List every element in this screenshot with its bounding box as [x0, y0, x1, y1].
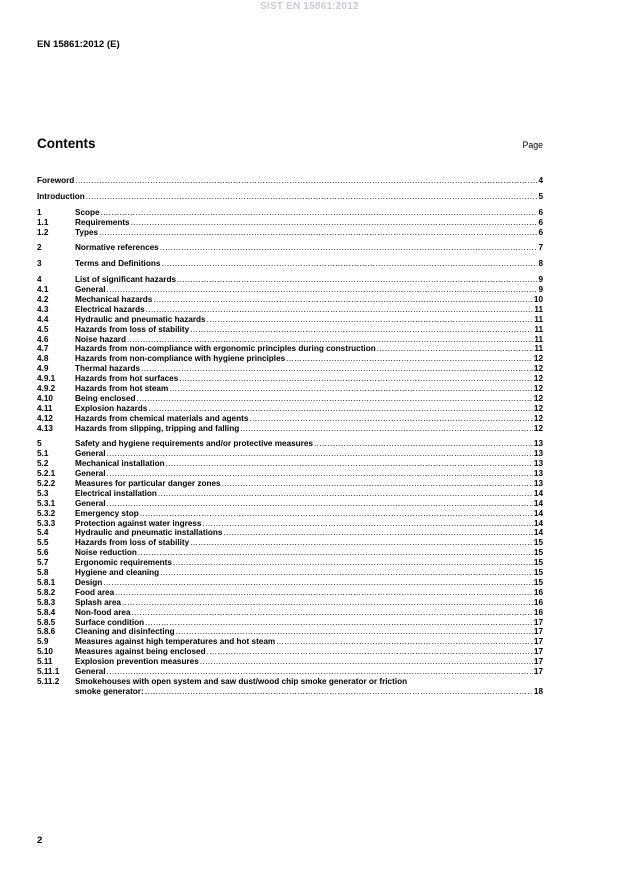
toc-entry-number: 5.8.6 — [37, 627, 56, 637]
toc-entry-5-6[interactable] — [37, 548, 543, 558]
watermark: SIST EN 15861:2012 — [260, 1, 359, 12]
toc-entry-number: 5.1 — [37, 449, 49, 459]
toc-entry-page: 15 — [533, 548, 543, 558]
toc-entry-number: 5.4 — [37, 528, 49, 538]
toc-entry-title: Cleaning and disinfecting — [75, 627, 175, 637]
toc-leader-dots — [74, 176, 537, 186]
toc-entry-page: 11 — [534, 304, 543, 314]
toc-entry-number: 4.6 — [37, 334, 49, 344]
toc-entry-number: 5.9 — [37, 637, 49, 647]
toc-entry-number: 4.10 — [37, 393, 53, 403]
toc-entry-title: Terms and Definitions — [75, 259, 161, 269]
toc-entry-title: smoke generator: — [75, 686, 144, 696]
toc-entry-number: 4.12 — [37, 413, 53, 423]
toc-entry-number: 4.4 — [37, 314, 49, 324]
toc-entry-2[interactable] — [37, 243, 543, 253]
toc-entry-number: 5.8.1 — [37, 577, 56, 587]
toc-entry-4-6[interactable] — [37, 335, 543, 345]
toc-leader-dots — [189, 325, 533, 335]
toc-entry-5-11-1[interactable] — [37, 667, 543, 677]
toc-entry-4-4[interactable] — [37, 315, 543, 325]
toc-entry-page: 12 — [533, 393, 543, 403]
toc-entry-page: 11 — [534, 334, 543, 344]
toc-entry-page: 18 — [533, 686, 543, 696]
toc-entry-page: 13 — [533, 439, 543, 449]
toc-entry-page: 6 — [538, 227, 543, 237]
toc-entry-number: 1 — [37, 207, 42, 217]
toc-entry-number: 4.13 — [37, 423, 53, 433]
toc-entry-5-8-2[interactable] — [37, 588, 543, 598]
toc-entry-title: Requirements — [75, 217, 130, 227]
toc-entry-5-9[interactable] — [37, 637, 543, 647]
toc-leader-dots — [136, 394, 533, 404]
toc-entry-page: 17 — [533, 657, 543, 667]
toc-entry-number: 3 — [37, 259, 42, 269]
toc-entry-title: Scope — [75, 207, 100, 217]
toc-entry-title: Non-food area — [75, 607, 131, 617]
toc-leader-dots — [106, 469, 533, 479]
toc-entry-page: 4 — [538, 175, 543, 185]
toc-entry-page: 13 — [533, 449, 543, 459]
toc-entry-page: 6 — [538, 217, 543, 227]
toc-entry-page: 16 — [533, 607, 543, 617]
toc-entry-title: Hydraulic and pneumatic hazards — [75, 314, 206, 324]
toc-entry-title: Noise reduction — [75, 548, 137, 558]
toc-entry-5-8-4[interactable] — [37, 608, 543, 618]
toc-entry-title: Hazards from non-compliance with hygiene principles — [75, 354, 286, 364]
toc-entry-page: 10 — [533, 295, 543, 304]
toc-leader-dots — [248, 414, 533, 424]
toc-leader-dots — [137, 548, 533, 558]
toc-entry-title: Hazards from hot surfaces — [75, 374, 179, 384]
toc-entry-title: Hazards from hot steam — [75, 384, 169, 394]
toc-entry-number: 5.3.3 — [37, 518, 56, 528]
toc-entry-4-3[interactable] — [37, 305, 543, 315]
toc-entry-number: 1.2 — [37, 227, 49, 237]
toc-entry-title: General — [75, 498, 106, 508]
toc-entry-foreword[interactable] — [37, 176, 543, 186]
toc-leader-dots — [140, 364, 533, 374]
toc-entry-title: General — [75, 469, 106, 479]
toc-entry-title-line1: Smokehouses with open system and saw dust/wood chip smoke generator or friction — [75, 676, 408, 686]
toc-leader-dots — [313, 439, 533, 449]
toc-entry-page: 16 — [533, 597, 543, 607]
toc-entry-title: General — [75, 666, 106, 676]
toc-entry-page: 15 — [533, 577, 543, 587]
toc-leader-dots — [159, 243, 538, 253]
toc-entry-number: 4.11 — [37, 403, 53, 413]
toc-entry-page: 14 — [533, 528, 543, 538]
toc-entry-5-5[interactable] — [37, 538, 543, 548]
toc-entry-number: 5.11 — [37, 657, 53, 667]
toc-entry-title: Ergonomic requirements — [75, 558, 172, 568]
toc-leader-dots — [126, 335, 533, 345]
toc-entry-4-13[interactable] — [37, 424, 543, 434]
toc-entry-title: Hazards from loss of stability — [75, 538, 190, 548]
toc-entry-5-3-2[interactable] — [37, 509, 543, 519]
toc-entry-page: 14 — [533, 518, 543, 528]
toc-entry-number: 5.2.1 — [37, 469, 56, 479]
toc-entry-page: 8 — [538, 259, 543, 269]
toc-entry-introduction[interactable] — [37, 192, 543, 202]
toc-entry-title: Hazards from chemical materials and agents — [75, 413, 249, 423]
toc-entry-1-1[interactable] — [37, 218, 543, 228]
toc-leader-dots — [222, 529, 532, 539]
toc-entry-page: 17 — [533, 637, 543, 647]
toc-entry-page: 15 — [533, 538, 543, 548]
toc-entry-number: 5.8.4 — [37, 607, 56, 617]
toc-entry-number: 5.2.2 — [37, 479, 56, 489]
toc-entry-number: 4.9.2 — [37, 384, 56, 394]
toc-entry-page: 17 — [533, 647, 543, 657]
toc-leader-dots — [130, 218, 538, 228]
toc-entry-3[interactable] — [37, 259, 543, 269]
toc-entry-5[interactable] — [37, 439, 543, 449]
toc-entry-number: 4.3 — [37, 304, 49, 314]
toc-entry-page: 17 — [533, 666, 543, 676]
toc-entry-number: 5.8.2 — [37, 587, 56, 597]
toc-entry-title: Food area — [75, 587, 115, 597]
toc-entry-number: 4.9 — [37, 364, 49, 374]
toc-leader-dots — [275, 637, 533, 647]
toc-entry-number: 4.7 — [37, 344, 49, 354]
toc-entry-5-3-1[interactable] — [37, 499, 543, 509]
toc-entry-title: Hazards from slipping, tripping and falling — [75, 423, 240, 433]
toc-entry-number: 1.1 — [37, 217, 49, 227]
toc-leader-dots — [106, 285, 538, 295]
toc-leader-dots — [376, 344, 534, 354]
toc-leader-dots — [144, 618, 533, 628]
toc-entry-title: Measures for particular danger zones — [75, 479, 221, 489]
toc-entry-number: 4 — [37, 275, 42, 285]
toc-entry-title: Splash area — [75, 597, 121, 607]
toc-entry-page: 14 — [533, 498, 543, 508]
toc-leader-dots — [285, 354, 533, 364]
toc-entry-number: 4.2 — [37, 295, 49, 304]
toc-leader-dots — [106, 449, 533, 459]
toc-leader-dots — [102, 578, 533, 588]
toc-entry-page: 17 — [533, 627, 543, 637]
toc-leader-dots — [139, 509, 533, 519]
document-identifier: EN 15861:2012 (E) — [37, 39, 120, 50]
toc-entry-title: Explosion prevention measures — [75, 657, 199, 667]
toc-entry-5-2[interactable] — [37, 459, 543, 469]
toc-leader-dots — [239, 424, 533, 434]
toc-entry-5-3[interactable] — [37, 489, 543, 499]
toc-entry-number: 2 — [37, 243, 42, 253]
toc-entry-1[interactable] — [37, 208, 543, 218]
toc-entry-title: Hydraulic and pneumatic installations — [75, 528, 223, 538]
toc-entry-5-8-5[interactable] — [37, 618, 543, 628]
toc-entry-title: Measures against being enclosed — [75, 647, 206, 657]
toc-entry-5-8-1[interactable] — [37, 578, 543, 588]
toc-entry-page: 16 — [533, 587, 543, 597]
toc-entry-number: 5.10 — [37, 647, 53, 657]
toc-entry-page: 12 — [533, 354, 543, 364]
toc-leader-dots — [131, 608, 533, 618]
toc-entry-4-12[interactable] — [37, 414, 543, 424]
toc-entry-4-10[interactable] — [37, 394, 543, 404]
toc-leader-dots — [172, 558, 533, 568]
toc-entry-4-5[interactable] — [37, 325, 543, 335]
page-number: 2 — [37, 835, 43, 846]
toc-entry-page: 6 — [538, 207, 543, 217]
toc-entry-page: 14 — [533, 508, 543, 518]
toc-leader-dots — [106, 499, 533, 509]
toc-leader-dots — [165, 459, 533, 469]
toc-entry-page: 12 — [533, 423, 543, 433]
toc-entry-number: 5.11.1 — [37, 666, 60, 676]
toc-entry-title: Being enclosed — [75, 393, 136, 403]
toc-entry-title: Noise hazard — [75, 334, 126, 344]
toc-entry-title: Surface condition — [75, 617, 145, 627]
toc-leader-dots — [176, 275, 537, 285]
toc-entry-title: Safety and hygiene requirements and/or protective measures — [75, 439, 313, 449]
toc-entry-title: Thermal hazards — [75, 364, 141, 374]
toc-entry-number: 5.5 — [37, 538, 49, 548]
toc-entry-number: 5.7 — [37, 558, 49, 568]
toc-leader-dots — [157, 489, 533, 499]
contents-heading: Contents — [37, 136, 96, 151]
toc-entry-number: 5.3.1 — [37, 498, 56, 508]
toc-entry-title: Design — [75, 577, 103, 587]
toc-entry-5-8-6[interactable] — [37, 627, 543, 637]
toc-leader-dots — [152, 295, 533, 305]
toc-entry-number: 4.9.1 — [37, 374, 56, 384]
toc-entry-5-8-3[interactable] — [37, 598, 543, 608]
toc-leader-dots — [178, 374, 533, 384]
toc-entry-number: 5.3 — [37, 488, 49, 498]
toc-entry-5-8[interactable] — [37, 568, 543, 578]
toc-entry-5-11-2[interactable] — [37, 677, 543, 697]
toc-leader-dots — [159, 568, 533, 578]
toc-entry-page: 15 — [533, 558, 543, 568]
toc-entry-number: 5.8 — [37, 568, 49, 578]
toc-entry-title: Emergency stop — [75, 508, 139, 518]
toc-entry-4-9-2[interactable] — [37, 384, 543, 394]
toc-entry-page: 9 — [538, 285, 543, 295]
toc-entry-number: 5.8.3 — [37, 597, 56, 607]
toc-leader-dots — [114, 588, 533, 598]
toc-entry-number: 5 — [37, 439, 42, 449]
toc-entry-title: Hygiene and cleaning — [75, 568, 160, 578]
toc-entry-4-1[interactable] — [37, 285, 543, 295]
toc-entry-title: General — [75, 449, 106, 459]
toc-entry-page: 11 — [534, 324, 543, 334]
toc-entry-4-2[interactable] — [37, 295, 543, 305]
toc-entry-4-9-1[interactable] — [37, 374, 543, 384]
toc-entry-title: Electrical installation — [75, 488, 157, 498]
toc-entry-title: Hazards from non-compliance with ergonomic principles during construction — [75, 344, 376, 354]
toc-entry-page: 5 — [538, 191, 543, 201]
toc-entry-title: Types — [75, 227, 99, 237]
toc-entry-5-3-3[interactable] — [37, 519, 543, 529]
toc-entry-page: 12 — [533, 413, 543, 423]
toc-leader-dots — [202, 519, 533, 529]
toc-entry-title: Mechanical hazards — [75, 295, 153, 304]
toc-entry-4-9[interactable] — [37, 364, 543, 374]
toc-entry-page: 7 — [538, 243, 543, 253]
toc-leader-dots — [189, 538, 533, 548]
toc-entry-title: Introduction — [37, 191, 85, 201]
toc-entry-title: Hazards from loss of stability — [75, 324, 190, 334]
toc-leader-dots — [100, 208, 538, 218]
toc-entry-title: Explosion hazards — [75, 403, 148, 413]
toc-entry-page: 11 — [534, 344, 543, 354]
toc-entry-4-8[interactable] — [37, 354, 543, 364]
toc-entry-title: Electrical hazards — [75, 304, 145, 314]
toc-leader-dots — [144, 687, 533, 697]
toc-leader-dots — [85, 192, 538, 202]
toc-entry-page: 12 — [533, 384, 543, 394]
toc-entry-number: 4.5 — [37, 324, 49, 334]
toc-leader-dots — [121, 598, 533, 608]
toc-entry-number: 5.8.5 — [37, 617, 56, 627]
table-of-contents — [37, 176, 543, 697]
toc-leader-dots — [106, 667, 533, 677]
toc-entry-page: 13 — [533, 479, 543, 489]
toc-entry-page: 17 — [533, 617, 543, 627]
toc-leader-dots — [221, 479, 533, 489]
toc-entry-1-2[interactable] — [37, 228, 543, 238]
toc-entry-number: 5.11.2 — [37, 676, 60, 686]
toc-leader-dots — [206, 647, 533, 657]
toc-entry-number: 5.2 — [37, 459, 49, 469]
toc-entry-page: 15 — [533, 568, 543, 578]
toc-entry-number: 4.1 — [37, 285, 49, 295]
toc-leader-dots — [160, 259, 537, 269]
toc-entry-page: 12 — [533, 403, 543, 413]
toc-entry-title: General — [75, 285, 106, 295]
toc-entry-4-11[interactable] — [37, 404, 543, 414]
toc-entry-title: Measures against high temperatures and hot steam — [75, 637, 276, 647]
toc-entry-page: 11 — [534, 314, 543, 324]
toc-entry-title: Normative references — [75, 243, 159, 253]
toc-leader-dots — [147, 404, 533, 414]
toc-entry-5-2-1[interactable] — [37, 469, 543, 479]
toc-entry-title: Foreword — [37, 175, 75, 185]
toc-entry-5-4[interactable] — [37, 529, 543, 539]
toc-leader-dots — [145, 305, 534, 315]
toc-entry-5-1[interactable] — [37, 449, 543, 459]
toc-entry-number: 5.3.2 — [37, 508, 56, 518]
toc-entry-number: 5.6 — [37, 548, 49, 558]
toc-leader-dots — [98, 228, 537, 238]
toc-entry-number: 4.8 — [37, 354, 49, 364]
toc-entry-title: List of significant hazards — [75, 275, 176, 285]
toc-entry-4[interactable] — [37, 275, 543, 285]
toc-leader-dots — [199, 657, 533, 667]
toc-entry-page: 13 — [533, 469, 543, 479]
toc-entry-page: 12 — [533, 364, 543, 374]
toc-entry-page: 9 — [538, 275, 543, 285]
toc-entry-title: Mechanical installation — [75, 459, 165, 469]
toc-leader-dots — [168, 384, 533, 394]
toc-entry-5-2-2[interactable] — [37, 479, 543, 489]
toc-leader-dots — [206, 315, 534, 325]
page-column-header: Page — [522, 140, 543, 150]
toc-entry-5-11[interactable] — [37, 657, 543, 667]
toc-leader-dots — [175, 627, 533, 637]
toc-entry-page: 13 — [533, 459, 543, 469]
toc-entry-page: 12 — [533, 374, 543, 384]
toc-entry-5-7[interactable] — [37, 558, 543, 568]
toc-entry-4-7[interactable] — [37, 344, 543, 354]
toc-entry-5-10[interactable] — [37, 647, 543, 657]
toc-entry-page: 14 — [533, 488, 543, 498]
toc-entry-title: Protection against water ingress — [75, 518, 202, 528]
